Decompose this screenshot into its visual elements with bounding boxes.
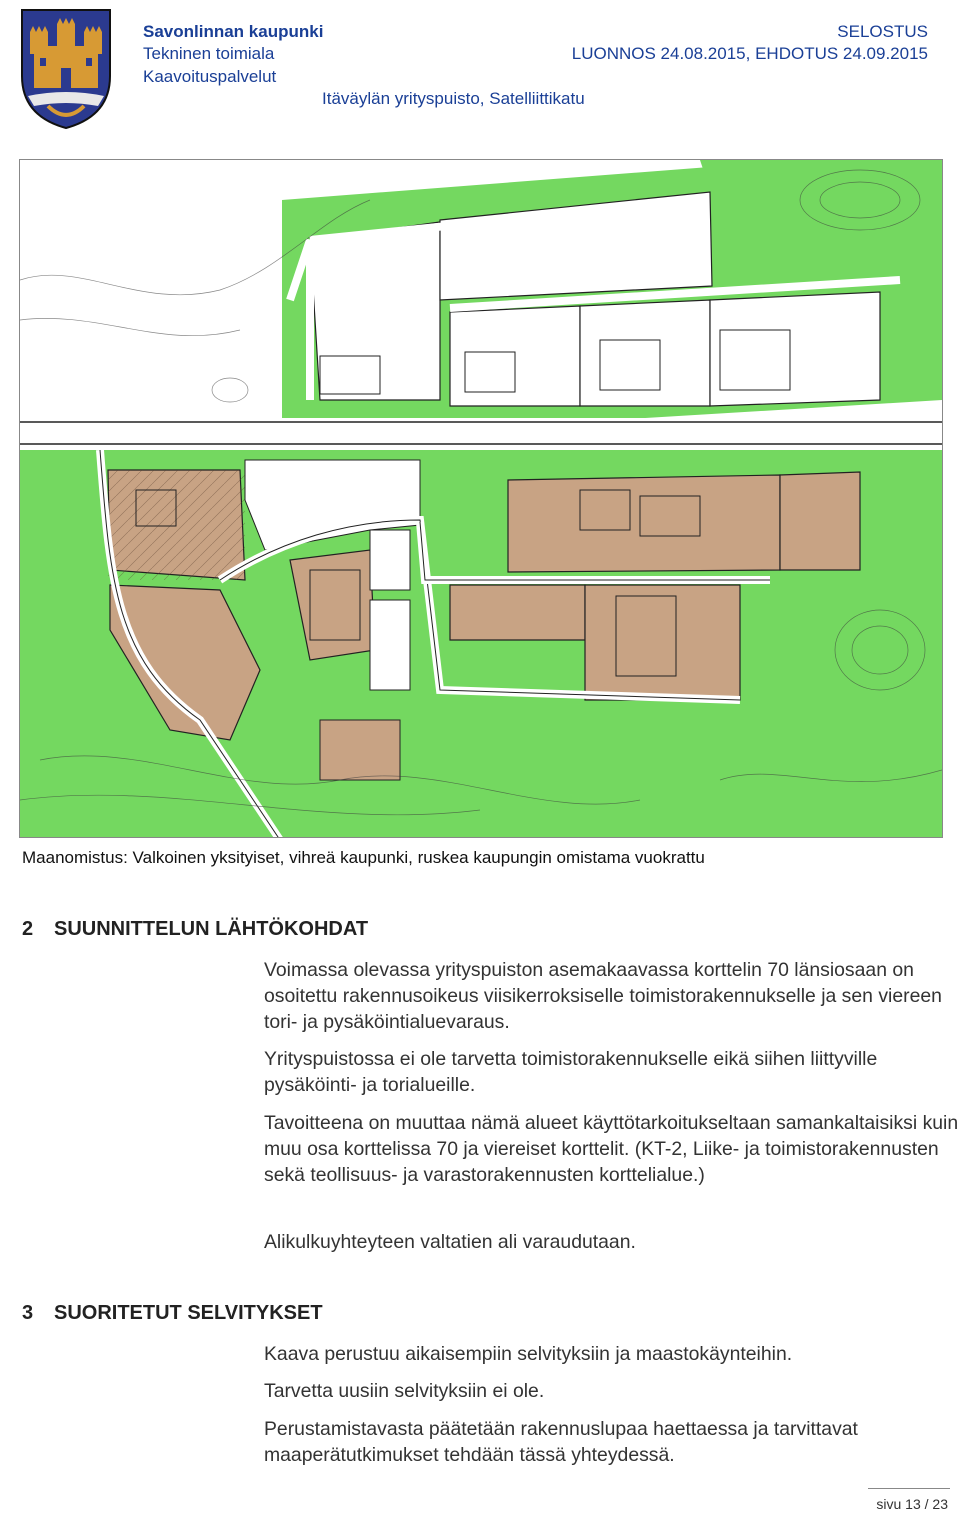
section-2-paragraph: Tavoitteena on muuttaa nämä alueet käyttötarkoitukseltaan samankaltaisiksi kuin muu osa korttelissa 70 ja viereiset korttelit. (KT-2, Liike- ja toimistorakennusten sekä teollisuus- ja varastorakennusten korttelialue.) (264, 1112, 959, 1186)
section-2-heading (22, 918, 368, 941)
section-number: 3 (22, 1302, 34, 1324)
section-2-paragraph: Voimassa olevassa yrityspuiston asemakaavassa korttelin 70 länsiosaan on osoitettu rakennusoikeus viisikerroksiselle toimistorakennukselle ja sen viereen tori- ja pysäköintialuevaraus. (264, 959, 942, 1033)
section-3-paragraph: Perustamistavasta päätetään rakennuslupaa haettaessa ja tarvittavat maaperätutkimukset tehdään tässä yhteydessä. (264, 1418, 858, 1466)
section-3-paragraph: Tarvetta uusiin selvityksiin ei ole. (264, 1380, 545, 1402)
section-title: SUUNNITTELUN LÄHTÖKOHDAT (54, 918, 369, 940)
section-2-paragraph: Alikulkuyhteyteen valtatien ali varaudutaan. (264, 1231, 636, 1253)
city-crest-logo (18, 6, 114, 130)
plan-name: Itäväylän yrityspuisto, Satelliittikatu (322, 89, 585, 108)
leased-plot (508, 475, 780, 572)
private-plot (370, 600, 410, 690)
section-2-paragraph: Yrityspuistossa ei ole tarvetta toimistorakennukselle eikä siihen liittyville pysäköinti- ja torialueille. (264, 1048, 878, 1096)
private-plot (710, 292, 880, 406)
section-title: SUORITETUT SELVITYKSET (54, 1302, 323, 1324)
document-status: LUONNOS 24.08.2015, EHDOTUS 24.09.2015 (571, 44, 928, 63)
unit-name: Kaavoituspalvelut (143, 67, 277, 86)
land-ownership-map (19, 159, 943, 838)
private-plot (370, 530, 410, 590)
leased-plot (585, 585, 740, 700)
section-number: 2 (22, 918, 34, 940)
department-name: Tekninen toimiala (143, 44, 275, 63)
section-3-heading (22, 1302, 323, 1325)
section-3-paragraph: Kaava perustuu aikaisempiin selvityksiin ja maastokäynteihin. (264, 1343, 793, 1365)
leased-plot (780, 472, 860, 570)
map-caption: Maanomistus: Valkoinen yksityiset, vihreä kaupunki, ruskea kaupungin omistama vuokrattu (22, 848, 705, 867)
page-number: sivu 13 / 23 (876, 1496, 948, 1512)
leased-plot (450, 585, 585, 640)
organization-name: Savonlinnan kaupunki (143, 22, 324, 41)
private-plot (310, 222, 440, 400)
document-type: SELOSTUS (837, 22, 928, 41)
footer-divider (868, 1488, 950, 1489)
